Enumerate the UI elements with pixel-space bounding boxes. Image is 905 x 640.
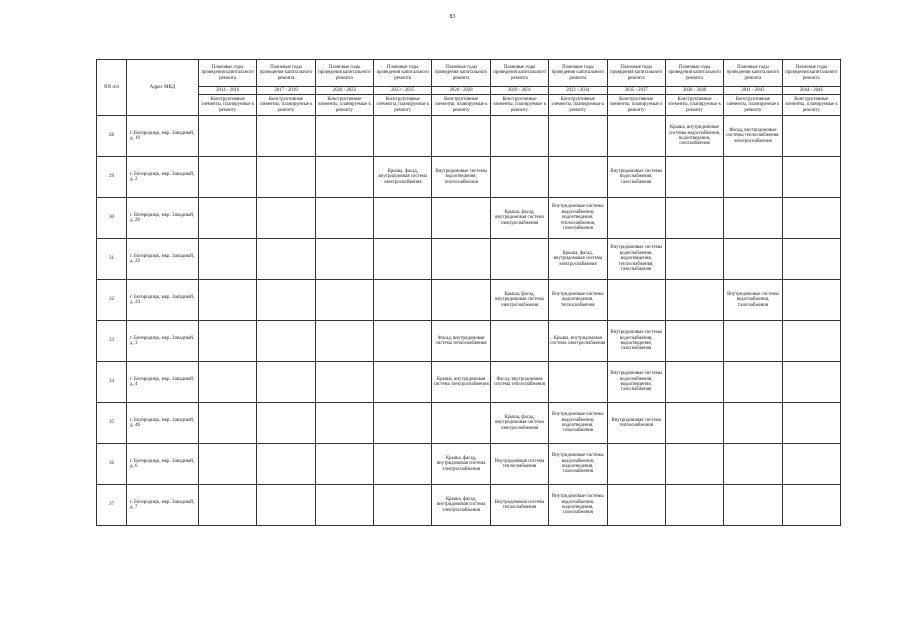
- repair-cell: Фасад, внутридомовая система теплоснабжения: [432, 321, 490, 362]
- repair-cell: [374, 280, 432, 321]
- period-title-header: Плановые годы проведения капитального ремонта: [432, 60, 490, 87]
- row-number: 34: [97, 362, 127, 403]
- repair-cell: Крыша, фасад, внутридомовая система электроснабжения: [490, 198, 548, 239]
- repair-cell: Внутридомовые системы водоснабжения, водоотведения, газоснабжения: [549, 444, 607, 485]
- period-years-header: 2035 - 2037: [607, 87, 665, 95]
- elements-header: Конструктивные элементы, планируемые к ремонту: [607, 95, 665, 116]
- period-years-header: 2017 - 2019: [257, 87, 315, 95]
- repair-cell: [665, 280, 723, 321]
- period-title-header: Плановые годы проведения капитального ремонта: [490, 60, 548, 87]
- row-number: 30: [97, 198, 127, 239]
- row-address: г. Богородицк, мкр. Западный, д. 7: [127, 485, 199, 526]
- row-number: 36: [97, 444, 127, 485]
- repair-cell: [199, 362, 257, 403]
- row-address: г. Богородицк, мкр. Западный, д. 23: [127, 280, 199, 321]
- repair-cell: Крыша, фасад, внутридомовая система электроснабжения: [549, 239, 607, 280]
- repair-cell: Внутридомовые системы водоотведения, теплоснабжения: [432, 157, 490, 198]
- repair-cell: [724, 321, 782, 362]
- repair-cell: [257, 362, 315, 403]
- repair-cell: [724, 239, 782, 280]
- row-number: 33: [97, 321, 127, 362]
- repair-cell: [490, 116, 548, 157]
- period-title-header: Плановые годы проведения капитального ремонта: [549, 60, 607, 87]
- repair-cell: [257, 444, 315, 485]
- repair-cell: [199, 321, 257, 362]
- repair-cell: [432, 198, 490, 239]
- repair-cell: [374, 239, 432, 280]
- repair-cell: [257, 485, 315, 526]
- elements-header: Конструктивные элементы, планируемые к ремонту: [490, 95, 548, 116]
- row-number: 35: [97, 403, 127, 444]
- table-row: [97, 157, 841, 198]
- row-address: г. Богородицк, мкр. Западный, д. 4: [127, 362, 199, 403]
- repair-cell: [257, 157, 315, 198]
- repair-cell: [782, 198, 840, 239]
- repair-cell: [607, 444, 665, 485]
- period-years-header: 2023 - 2025: [374, 87, 432, 95]
- table-row: [97, 239, 841, 280]
- repair-cell: [374, 485, 432, 526]
- repair-cell: Крыша, фасад, внутридомовая система электроснабжения: [490, 280, 548, 321]
- elements-header: Конструктивные элементы, планируемые к ремонту: [315, 95, 373, 116]
- repair-cell: Внутридомовые системы водоснабжения, газоснабжения: [724, 280, 782, 321]
- row-address: г. Богородицк, мкр. Западный, д. 4б: [127, 403, 199, 444]
- repair-cell: [490, 239, 548, 280]
- repair-cell: [374, 116, 432, 157]
- repair-cell: [782, 157, 840, 198]
- repair-cell: Внутридомовые системы водоснабжения, водоотведения, газоснабжения: [549, 403, 607, 444]
- nn-header: NN п/п: [97, 60, 127, 116]
- repair-cell: [257, 116, 315, 157]
- period-title-header: Плановые годы проведения капитального ремонта: [724, 60, 782, 87]
- repair-cell: [607, 280, 665, 321]
- repair-cell: Внутридомовые системы водоснабжения, водоотведения, газоснабжения: [607, 321, 665, 362]
- row-number: 37: [97, 485, 127, 526]
- repair-cell: [490, 321, 548, 362]
- repair-cell: [315, 116, 373, 157]
- repair-cell: Крыша, фасад, внутридомовая система электроснабжения: [374, 157, 432, 198]
- repair-cell: [549, 157, 607, 198]
- repair-cell: Крыша, внутридомовая система электроснабжения: [549, 321, 607, 362]
- repair-cell: [257, 321, 315, 362]
- period-title-header: Плановые годы проведения капитального ремонта: [782, 60, 840, 87]
- repair-cell: [665, 198, 723, 239]
- repair-cell: [374, 444, 432, 485]
- repair-cell: Внутридомовая система теплоснабжения: [490, 444, 548, 485]
- repair-cell: [724, 485, 782, 526]
- elements-header: Конструктивные элементы, планируемые к ремонту: [549, 95, 607, 116]
- repair-cell: [432, 280, 490, 321]
- repair-cell: [315, 403, 373, 444]
- period-title-header: Плановые годы проведения капитального ремонта: [257, 60, 315, 87]
- repair-cell: Крыша, фасад, внутридомовая система электроснабжения: [490, 403, 548, 444]
- repair-cell: [199, 198, 257, 239]
- repair-cell: [782, 403, 840, 444]
- address-header: Адрес МКД: [127, 60, 199, 116]
- elements-header: Конструктивные элементы, планируемые к ремонту: [724, 95, 782, 116]
- repair-cell: [257, 280, 315, 321]
- repair-cell: [199, 239, 257, 280]
- repair-cell: Крыша, фасад, внутридомовая система электроснабжения: [432, 444, 490, 485]
- repair-cell: Внутридомовые системы водоснабжения, водоотведения, теплоснабжения, газоснабжения: [549, 198, 607, 239]
- repair-cell: [432, 403, 490, 444]
- row-number: 31: [97, 239, 127, 280]
- table-row: [97, 116, 841, 157]
- row-address: г. Богородицк, мкр. Западный, д. 19: [127, 116, 199, 157]
- repair-cell: [549, 362, 607, 403]
- repair-cell: Крыша, внутридомовая система электроснабжения: [432, 362, 490, 403]
- repair-cell: [257, 198, 315, 239]
- elements-header: Конструктивные элементы, планируемые к ремонту: [199, 95, 257, 116]
- repair-cell: [782, 485, 840, 526]
- repair-cell: Внутридомовая система теплоснабжения: [490, 485, 548, 526]
- repair-cell: [199, 157, 257, 198]
- repair-cell: Внутридомовые системы водоснабжения, водоотведения, теплоснабжения, газоснабжения: [607, 239, 665, 280]
- period-years-header: 2041 - 2043: [724, 87, 782, 95]
- repair-cell: [607, 198, 665, 239]
- table-row: [97, 485, 841, 526]
- period-years-header: 2032 - 2034: [549, 87, 607, 95]
- row-address: г. Богородицк, мкр. Западный, д. 20: [127, 198, 199, 239]
- repair-cell: [665, 362, 723, 403]
- repair-cell: [782, 116, 840, 157]
- repair-cell: [315, 198, 373, 239]
- repair-cell: [199, 280, 257, 321]
- repair-cell: [724, 403, 782, 444]
- capital-repair-table: [96, 59, 841, 526]
- repair-cell: [782, 444, 840, 485]
- repair-cell: [315, 280, 373, 321]
- repair-cell: Внутридомовые системы водоотведения, теплоснабжения: [549, 280, 607, 321]
- repair-cell: [724, 198, 782, 239]
- period-title-header: Плановые годы проведения капитального ремонта: [374, 60, 432, 87]
- repair-cell: Внутридомовые системы водоснабжения, водоотведения, газоснабжения: [607, 362, 665, 403]
- repair-cell: [432, 116, 490, 157]
- period-years-header: 2014 - 2016: [199, 87, 257, 95]
- repair-cell: Фасад, внутридомовая система теплоснабжения: [490, 362, 548, 403]
- period-title-header: Плановые годы проведения капитального ремонта: [315, 60, 373, 87]
- repair-cell: [665, 403, 723, 444]
- repair-cell: [665, 485, 723, 526]
- repair-cell: [315, 157, 373, 198]
- period-title-header: Плановые годы проведения капитального ремонта: [665, 60, 723, 87]
- table-row: [97, 280, 841, 321]
- period-years-header: 2044 - 2046: [782, 87, 840, 95]
- repair-cell: [724, 362, 782, 403]
- period-title-header: Плановые годы проведения капитального ремонта: [607, 60, 665, 87]
- repair-cell: [199, 444, 257, 485]
- elements-header: Конструктивные элементы, планируемые к ремонту: [782, 95, 840, 116]
- table-row: [97, 444, 841, 485]
- repair-cell: [199, 403, 257, 444]
- repair-cell: [782, 280, 840, 321]
- repair-cell: [374, 403, 432, 444]
- row-number: 28: [97, 116, 127, 157]
- repair-cell: [782, 362, 840, 403]
- repair-cell: Внутридомовые системы водоснабжения, водоотведения, газоснабжения: [549, 485, 607, 526]
- repair-cell: [315, 485, 373, 526]
- repair-cell: Крыша, фасад, внутридомовая система электроснабжения: [432, 485, 490, 526]
- repair-cell: [724, 444, 782, 485]
- repair-cell: [374, 198, 432, 239]
- repair-cell: [257, 403, 315, 444]
- row-number: 29: [97, 157, 127, 198]
- repair-cell: [607, 485, 665, 526]
- repair-cell: [257, 239, 315, 280]
- repair-cell: Внутридомовые системы водоснабжения, газоснабжения: [607, 157, 665, 198]
- table-row: [97, 362, 841, 403]
- row-address: г. Богородицк, мкр. Западный, д. 2: [127, 157, 199, 198]
- repair-cell: [374, 362, 432, 403]
- row-address: г. Богородицк, мкр. Западный, д. 6: [127, 444, 199, 485]
- repair-cell: [199, 485, 257, 526]
- elements-header: Конструктивные элементы, планируемые к ремонту: [665, 95, 723, 116]
- repair-cell: [374, 321, 432, 362]
- table-row: [97, 321, 841, 362]
- repair-cell: [782, 239, 840, 280]
- elements-header: Конструктивные элементы, планируемые к ремонту: [257, 95, 315, 116]
- repair-cell: [549, 116, 607, 157]
- period-years-header: 2020 - 2022: [315, 87, 373, 95]
- repair-cell: [665, 444, 723, 485]
- period-years-header: 2038 - 2040: [665, 87, 723, 95]
- repair-cell: [432, 239, 490, 280]
- repair-cell: [315, 362, 373, 403]
- repair-cell: [315, 321, 373, 362]
- elements-header: Конструктивные элементы, планируемые к ремонту: [374, 95, 432, 116]
- repair-cell: Крыша, внутридомовые системы водоснабжения, водоотведения, газоснабжения: [665, 116, 723, 157]
- table-row: [97, 403, 841, 444]
- period-years-header: 2029 - 2031: [490, 87, 548, 95]
- repair-cell: [782, 321, 840, 362]
- page-number: 83: [449, 14, 456, 20]
- row-address: г. Богородицк, мкр. Западный, д. 22: [127, 239, 199, 280]
- repair-cell: [665, 157, 723, 198]
- repair-cell: [315, 239, 373, 280]
- repair-cell: [665, 239, 723, 280]
- period-title-header: Плановые годы проведения капитального ремонта: [199, 60, 257, 87]
- repair-cell: [724, 157, 782, 198]
- repair-cell: Внутридомовая система теплоснабжения: [607, 403, 665, 444]
- repair-cell: [607, 116, 665, 157]
- elements-header: Конструктивные элементы, планируемые к ремонту: [432, 95, 490, 116]
- repair-cell: [665, 321, 723, 362]
- repair-cell: [490, 157, 548, 198]
- repair-cell: Фасад, внутридомовые системы теплоснабжения, электроснабжения: [724, 116, 782, 157]
- repair-cell: [315, 444, 373, 485]
- period-years-header: 2026 - 2028: [432, 87, 490, 95]
- row-address: г. Богородицк, мкр. Западный, д. 3: [127, 321, 199, 362]
- table-row: [97, 198, 841, 239]
- repair-cell: [199, 116, 257, 157]
- row-number: 32: [97, 280, 127, 321]
